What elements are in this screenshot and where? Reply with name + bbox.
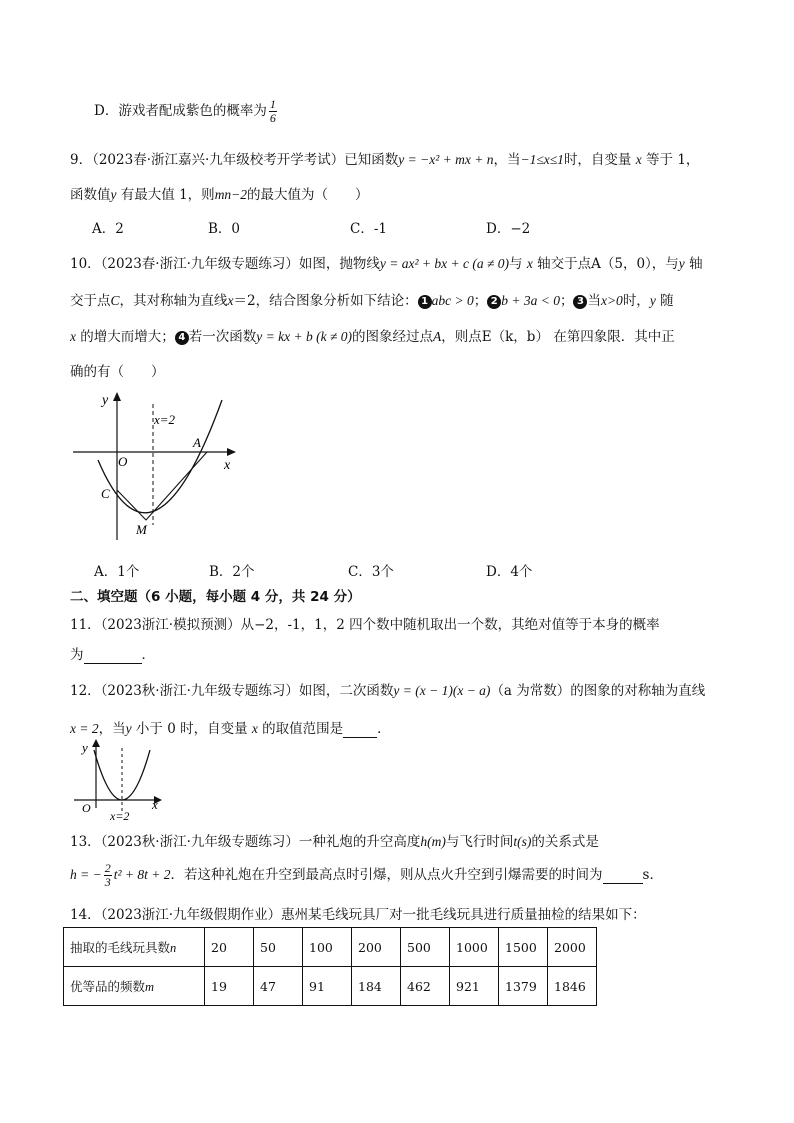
answer-blank[interactable]: [603, 867, 643, 884]
y-axis-arrow: [113, 392, 121, 401]
table-cell: 200: [352, 928, 401, 967]
q10-line3: x 的增大而增大； 4 若一次函数y = kx + b (k ≠ 0)的图象经过点A，则点E（k，b） 在第四象限．其中正: [70, 329, 675, 345]
q10-option-d[interactable]: D．4个: [486, 564, 533, 580]
graph-o-label: O: [82, 801, 91, 815]
table-row: [64, 928, 597, 967]
q12-line1: 12．（2023秋·浙江·九年级专题练习）如图，二次函数y = (x − 1)(x − a)（a 为常数）的图象的对称轴为直线: [70, 683, 706, 699]
table-row: [64, 967, 597, 1006]
graph-y-label: y: [102, 393, 109, 408]
q11-line1: 11．（2023浙江·模拟预测）从−2，-1，1，2 四个数中随机取出一个数，其绝对值等于本身的概率: [70, 617, 660, 633]
graph-axis-label: x=2: [154, 412, 176, 427]
graph-axis-label: x=2: [110, 809, 130, 822]
table-cell: 500: [401, 928, 450, 967]
graph-m-label: M: [136, 522, 147, 537]
q11-line2: 为 ．: [70, 647, 155, 663]
circled-number: 2: [487, 295, 501, 309]
table-cell: 2000: [548, 928, 597, 967]
table-cell: 91: [303, 967, 352, 1006]
line-cma: [117, 452, 207, 520]
fraction: $\frac{1}{6}$: [269, 97, 276, 125]
answer-blank[interactable]: [84, 647, 142, 664]
x-axis-arrow: [227, 448, 236, 456]
q9-line1: 9．（2023春·浙江嘉兴·九年级校考开学考试）已知函数y = −x² + mx + n，当−1≤x≤1时，自变量 x 等于 1，: [70, 152, 700, 168]
q10-line1: 10．（2023春·浙江·九年级专题练习）如图，抛物线y = ax² + bx + c (a ≠ 0)与 x 轴交于点A（5，0），与y 轴: [70, 256, 703, 272]
y-axis-arrow: [92, 739, 100, 747]
table-cell: 1500: [499, 928, 548, 967]
table-cell: 1846: [548, 967, 597, 1006]
graph-o-label: O: [118, 454, 128, 469]
fraction: $\frac{2}{3}$: [104, 861, 111, 889]
table-cell: 19: [205, 967, 254, 1006]
table-cell: 100: [303, 928, 352, 967]
table-cell: 47: [254, 967, 303, 1006]
table-cell: 20: [205, 928, 254, 967]
q12-line2: x = 2，当y 小于 0 时，自变量 x 的取值范围是 ．: [70, 721, 391, 737]
q13-line2: h = − $\frac{2}{3}$ t² + 8t + 2．若这种礼炮在升空到最高点时引爆，则从点火升空到引爆需要的时间为 s．: [70, 861, 663, 889]
row-header: 抽取的毛线玩具数n: [64, 928, 205, 967]
q13-line1: 13．（2023秋·浙江·九年级专题练习）一种礼炮的升空高度h(m)与飞行时间t(s)的关系式是: [70, 834, 599, 850]
q9-line2: 函数值y 有最大值 1，则mn−2的最大值为（ ）: [70, 187, 369, 203]
table-cell: 1379: [499, 967, 548, 1006]
circled-number: 1: [418, 295, 432, 309]
q10-line2: 交于点C，其对称轴为直线x＝2，结合图象分析如下结论： 1 abc > 0； 2 b + 3a < 0； 3 当x>0时，y 随: [70, 293, 674, 309]
q8-option-d: D．游戏者配成紫色的概率为 $\frac{1}{6}$: [94, 97, 276, 125]
q10-line4: 确的有（ ）: [70, 364, 165, 380]
q12-parabola-graph: [72, 738, 172, 822]
graph-y-label: y: [82, 740, 88, 755]
q9-option-b[interactable]: B．0: [208, 221, 241, 237]
q10-option-a[interactable]: A．1个: [94, 564, 140, 580]
table-cell: 50: [254, 928, 303, 967]
q10-option-c[interactable]: C．3个: [348, 564, 394, 580]
q14-line1: 14．（2023浙江·九年级假期作业）惠州某毛线玩具厂对一批毛线玩具进行质量抽检的结果如下：: [70, 907, 646, 923]
q9-option-c[interactable]: C．-1: [350, 221, 387, 237]
quality-table: [63, 927, 597, 1006]
graph-a-label: A: [193, 435, 201, 450]
table-cell: 184: [352, 967, 401, 1006]
graph-x-label: x: [224, 458, 231, 473]
q10-option-b[interactable]: B．2个: [209, 564, 255, 580]
table-cell: 1000: [450, 928, 499, 967]
table-cell: 921: [450, 967, 499, 1006]
graph-x-label: x: [152, 797, 158, 812]
q10-parabola-graph: [70, 390, 250, 550]
q9-option-d[interactable]: D．−2: [486, 221, 531, 237]
table-cell: 462: [401, 967, 450, 1006]
section-title: 二、填空题（6 小题，每小题 4 分，共 24 分）: [70, 589, 361, 605]
answer-blank[interactable]: [343, 721, 377, 738]
circled-number: 4: [175, 331, 189, 345]
graph-c-label: C: [101, 486, 110, 501]
circled-number: 3: [573, 295, 587, 309]
q9-option-a[interactable]: A．2: [92, 221, 124, 237]
row-header: 优等品的频数m: [64, 967, 205, 1006]
